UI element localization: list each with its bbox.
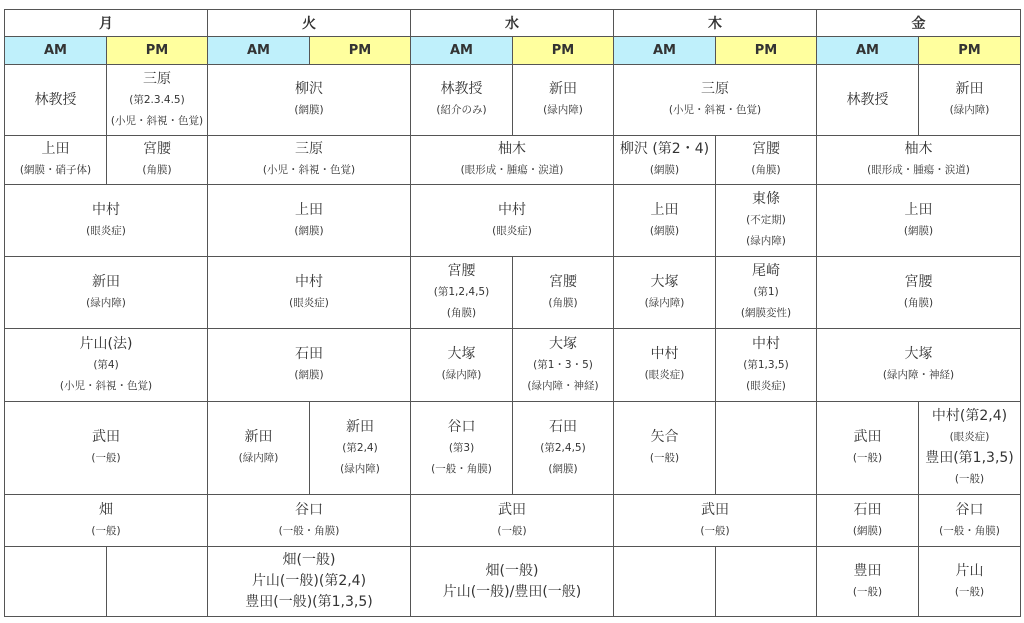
doctor-name: 宮腰 (447, 263, 476, 279)
ampm-header-row (5, 37, 1021, 65)
doctor-name: 畑(一般) (485, 562, 539, 579)
schedule-cell (716, 329, 817, 402)
pm-header: PM (716, 37, 817, 65)
specialty-note: (小児・斜視・色覚) (262, 164, 356, 176)
specialty-note: (網膜) (852, 524, 883, 537)
specialty-note: (第1,2,4,5) (433, 286, 490, 298)
doctor-name: 林教授 (846, 91, 889, 108)
specialty-note: (緑内障) (86, 296, 126, 309)
doctor-name: 柳沢 (295, 81, 323, 97)
specialty-note: (角膜) (142, 164, 172, 176)
doctor-name: 石田 (549, 418, 577, 435)
schedule-cell (817, 257, 1021, 329)
empty-schedule-cell (614, 547, 716, 617)
schedule-cell (411, 136, 614, 185)
specialty-note: (緑内障) (441, 369, 482, 381)
day-header-mon: 月 (5, 10, 208, 37)
schedule-cell (919, 547, 1021, 617)
doctor-name: 新田 (92, 273, 120, 290)
doctor-name: 宮腰 (143, 141, 171, 157)
doctor-name: 三原 (143, 70, 171, 87)
doctor-name: 豊田(第1,3,5) (925, 450, 1014, 466)
schedule-header (5, 10, 1021, 65)
doctor-name: 武田 (92, 429, 120, 445)
empty-schedule-cell (716, 547, 817, 617)
schedule-cell (208, 257, 411, 329)
doctor-name: 武田 (498, 501, 526, 518)
schedule-cell (310, 402, 411, 495)
specialty-note: (網膜変性) (740, 307, 792, 319)
specialty-note: (紹介のみ) (436, 104, 487, 116)
doctor-name: 中村 (295, 273, 323, 290)
doctor-name: 林教授 (34, 91, 77, 108)
specialty-note: (眼炎症) (492, 224, 532, 237)
doctor-name: 柳沢 (第2・4) (619, 141, 710, 157)
schedule-cell (208, 185, 411, 257)
specialty-note: (小児・斜視・色覚) (668, 104, 762, 116)
schedule-row (5, 547, 1021, 617)
schedule-cell (614, 495, 817, 547)
specialty-note: (眼炎症) (289, 296, 329, 309)
specialty-note: (眼炎症) (949, 431, 990, 443)
schedule-cell (513, 257, 614, 329)
am-header: AM (208, 37, 310, 65)
schedule-cell (411, 402, 513, 495)
specialty-note: (緑内障) (949, 104, 990, 116)
doctor-name: 上田 (650, 201, 679, 218)
schedule-cell (5, 329, 208, 402)
specialty-note: (網膜) (294, 104, 324, 116)
doctor-name: 新田 (549, 81, 577, 97)
schedule-row (5, 257, 1021, 329)
doctor-name: 中村 (752, 335, 780, 352)
schedule-cell (513, 65, 614, 136)
specialty-note: (眼形成・腫瘍・涙道) (867, 164, 970, 176)
schedule-cell (208, 329, 411, 402)
am-header: AM (5, 37, 107, 65)
specialty-note: (角膜) (548, 296, 578, 309)
day-header-row (5, 10, 1021, 37)
doctor-name: 豊田(一般)(第1,3,5) (245, 594, 373, 610)
doctor-name: 柚木 (498, 141, 526, 157)
schedule-row (5, 65, 1021, 136)
specialty-note: (緑内障) (340, 462, 380, 475)
doctor-name: 新田 (346, 418, 374, 435)
specialty-note: (緑内障) (746, 235, 786, 247)
doctor-name: 大塚 (650, 273, 679, 290)
schedule-cell (5, 402, 208, 495)
schedule-body (5, 65, 1021, 617)
specialty-note: (網膜) (903, 224, 934, 237)
doctor-name: 中村 (650, 346, 679, 362)
specialty-note: (不定期) (746, 214, 786, 226)
doctor-name: 上田 (904, 201, 933, 218)
specialty-note: (角膜) (903, 296, 934, 309)
doctor-name: 林教授 (440, 81, 483, 97)
doctor-name: 三原 (701, 81, 729, 97)
schedule-cell (411, 185, 614, 257)
schedule-cell (614, 185, 716, 257)
specialty-note: (小児・斜視・色覚) (110, 114, 204, 127)
schedule-cell (919, 495, 1021, 547)
doctor-name: 武田 (853, 429, 882, 445)
doctor-name: 中村 (92, 201, 120, 218)
specialty-note: (緑内障) (644, 296, 685, 309)
specialty-note: (一般・角膜) (431, 462, 492, 475)
specialty-note: (網膜) (649, 164, 680, 176)
specialty-note: (網膜・硝子体) (19, 164, 92, 176)
schedule-cell (208, 402, 310, 495)
doctor-name: 片山(一般)(第2,4) (251, 573, 367, 589)
doctor-name: 武田 (701, 501, 729, 518)
doctor-name: 大塚 (904, 346, 933, 362)
specialty-note: (緑内障) (543, 104, 583, 116)
specialty-note: (角膜) (751, 164, 781, 176)
specialty-note: (網膜) (294, 369, 324, 381)
schedule-row (5, 402, 1021, 495)
doctor-name: 中村 (498, 201, 526, 218)
specialty-note: (緑内障) (238, 452, 279, 464)
specialty-note: (眼炎症) (644, 369, 685, 381)
schedule-cell (208, 136, 411, 185)
schedule-cell (411, 329, 513, 402)
specialty-note: (網膜) (294, 224, 324, 237)
specialty-note: (網膜) (548, 462, 578, 475)
schedule-cell (411, 495, 614, 547)
specialty-note: (一般) (91, 524, 121, 537)
schedule-cell (919, 402, 1021, 495)
doctor-name: 宮腰 (752, 141, 780, 157)
empty-schedule-cell (107, 547, 208, 617)
specialty-note: (第3) (448, 441, 475, 454)
schedule-cell (614, 329, 716, 402)
doctor-name: 宮腰 (904, 273, 933, 290)
specialty-note: (一般) (954, 585, 985, 598)
specialty-note: (一般) (649, 452, 680, 464)
schedule-cell (5, 495, 208, 547)
schedule-row (5, 185, 1021, 257)
specialty-note: (緑内障・神経) (882, 369, 955, 381)
schedule-cell (5, 185, 208, 257)
am-header: AM (411, 37, 513, 65)
specialty-note: (第1・3・5) (533, 358, 593, 371)
day-header-tue: 火 (208, 10, 411, 37)
doctor-name: 谷口 (447, 418, 476, 435)
schedule-cell (5, 257, 208, 329)
specialty-note: (第2.3.4.5) (129, 93, 185, 106)
schedule-cell (817, 402, 919, 495)
schedule-cell (208, 547, 411, 617)
schedule-cell (411, 65, 513, 136)
doctor-name: 大塚 (549, 335, 577, 352)
doctor-name: 谷口 (295, 501, 323, 518)
specialty-note: (眼形成・腫瘍・涙道) (460, 164, 564, 176)
schedule-cell (208, 65, 411, 136)
specialty-note: (一般・角膜) (278, 524, 340, 537)
specialty-note: (一般・角膜) (939, 524, 1000, 537)
specialty-note: (第2,4,5) (540, 441, 586, 454)
schedule-cell (513, 329, 614, 402)
doctor-name: 上田 (41, 141, 70, 157)
schedule-cell (716, 185, 817, 257)
schedule-cell (716, 257, 817, 329)
specialty-note: (第1,3,5) (743, 358, 789, 371)
doctor-name: 谷口 (955, 501, 984, 518)
specialty-note: (一般) (497, 524, 527, 537)
doctor-name: 東條 (752, 191, 780, 207)
doctor-name: 石田 (295, 346, 323, 362)
day-header-wed: 水 (411, 10, 614, 37)
specialty-note: (一般) (91, 452, 121, 464)
schedule-row (5, 495, 1021, 547)
pm-header: PM (919, 37, 1021, 65)
schedule-cell (614, 402, 716, 495)
specialty-note: (緑内障・神経) (527, 379, 599, 392)
schedule-cell (411, 257, 513, 329)
doctor-name: 尾崎 (752, 263, 780, 279)
schedule-cell (919, 65, 1021, 136)
specialty-note: (一般) (852, 585, 883, 598)
day-header-thu: 木 (614, 10, 817, 37)
specialty-note: (第4) (93, 358, 119, 371)
schedule-cell (817, 547, 919, 617)
schedule-cell (513, 402, 614, 495)
pm-header: PM (513, 37, 614, 65)
doctor-name: 上田 (295, 201, 323, 218)
schedule-cell (614, 136, 716, 185)
specialty-note: (眼炎症) (86, 224, 126, 237)
schedule-cell (614, 65, 817, 136)
doctor-name: 片山 (955, 562, 984, 579)
doctor-name: 矢合 (650, 429, 679, 445)
empty-schedule-cell (716, 402, 817, 495)
schedule-cell (107, 136, 208, 185)
schedule-cell (411, 547, 614, 617)
specialty-note: (網膜) (649, 224, 680, 237)
am-header: AM (817, 37, 919, 65)
specialty-note: (小児・斜視・色覚) (59, 379, 153, 392)
schedule-cell (208, 495, 411, 547)
pm-header: PM (107, 37, 208, 65)
specialty-note: (第1) (753, 286, 779, 298)
pm-header: PM (310, 37, 411, 65)
doctor-name: 中村(第2,4) (931, 408, 1008, 424)
schedule-cell (817, 185, 1021, 257)
schedule-cell (817, 65, 919, 136)
specialty-note: (一般) (954, 473, 985, 485)
doctor-name: 片山(法) (79, 335, 133, 352)
day-header-fri: 金 (817, 10, 1021, 37)
doctor-name: 畑(一般) (282, 552, 336, 568)
doctor-name: 豊田 (853, 562, 882, 579)
specialty-note: (一般) (852, 452, 883, 464)
doctor-name: 柚木 (904, 141, 933, 157)
schedule-cell (817, 136, 1021, 185)
doctor-name: 新田 (244, 429, 273, 445)
schedule-cell (107, 65, 208, 136)
schedule-cell (614, 257, 716, 329)
schedule-cell (5, 136, 107, 185)
specialty-note: (眼炎症) (746, 379, 786, 392)
schedule-cell (817, 329, 1021, 402)
schedule-cell (716, 136, 817, 185)
doctor-name: 大塚 (447, 346, 476, 362)
empty-schedule-cell (5, 547, 107, 617)
schedule-row (5, 329, 1021, 402)
specialty-note: (一般) (700, 524, 730, 537)
doctor-name: 片山(一般)/豊田(一般) (442, 583, 582, 600)
schedule-cell (817, 495, 919, 547)
outpatient-schedule-table (4, 9, 1021, 617)
doctor-name: 新田 (955, 81, 984, 97)
specialty-note: (角膜) (446, 307, 477, 319)
doctor-name: 宮腰 (549, 273, 577, 290)
doctor-name: 三原 (295, 141, 323, 157)
schedule-cell (5, 65, 107, 136)
specialty-note: (第2,4) (342, 441, 378, 454)
am-header: AM (614, 37, 716, 65)
doctor-name: 畑 (99, 501, 113, 518)
schedule-row (5, 136, 1021, 185)
doctor-name: 石田 (853, 501, 882, 518)
